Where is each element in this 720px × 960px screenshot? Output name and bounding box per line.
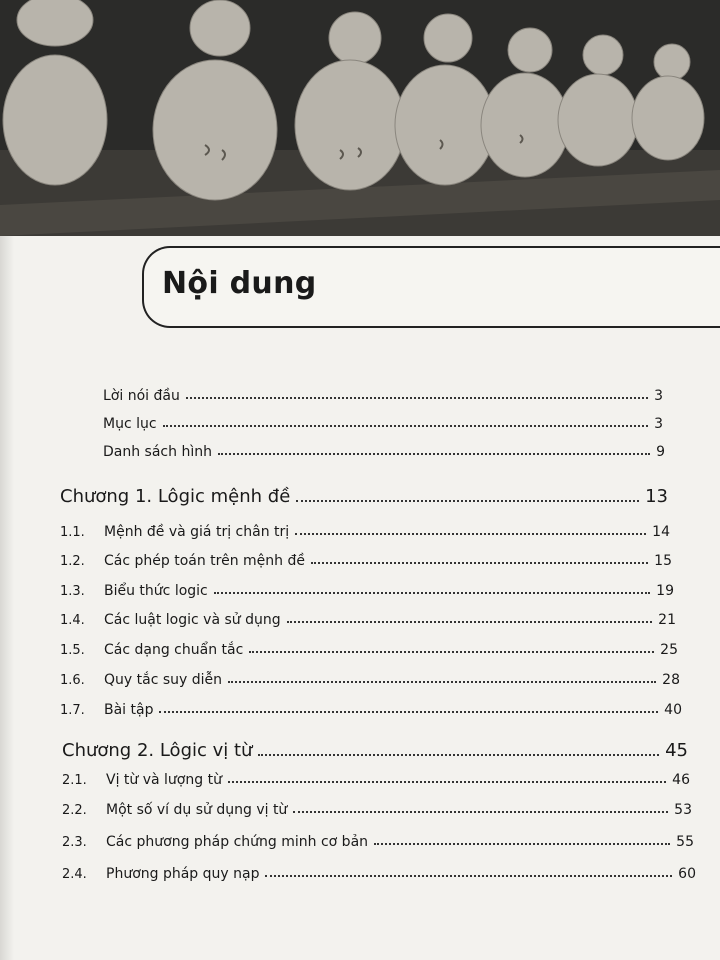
leader-dots [249,651,654,653]
leader-dots [287,621,653,623]
toc-entry-label: Mục lục [103,416,157,432]
section-page: 53 [674,802,692,818]
section-label: Mệnh đề và giá trị chân trị [104,524,290,540]
toc-entry-front-1[interactable] [103,388,663,404]
page-shade [0,236,14,960]
chapter-title: Chương 2. Lôgic vị từ [62,740,253,761]
leader-dots [295,533,646,535]
page-title: Nội dung [162,266,317,301]
section-number: 2.3. [62,835,87,850]
section-label: Các luật logic và sử dụng [104,612,281,628]
leader-dots [214,592,650,594]
section-number: 1.7. [60,703,85,718]
section-number: 2.4. [62,867,87,882]
section-number: 2.2. [62,803,87,818]
section-page: 19 [656,583,674,599]
section-label: Quy tắc suy diễn [104,672,223,688]
toc-section-1-7[interactable] [60,702,682,718]
section-label: Vị từ và lượng từ [106,772,222,788]
toc-entry-page: 9 [656,444,665,460]
toc-section-2-4[interactable] [62,866,696,882]
section-page: 15 [654,553,672,569]
leader-dots [228,681,656,683]
leader-dots [293,811,668,813]
section-page: 40 [664,702,682,718]
header-photo-statues [0,0,720,236]
toc-section-2-3[interactable] [62,834,694,850]
leader-dots [186,397,648,399]
heading-box [142,246,720,328]
section-page: 60 [678,866,696,882]
leader-dots [163,425,649,427]
section-number: 1.5. [60,643,85,658]
section-page: 21 [658,612,676,628]
leader-dots [296,500,639,502]
leader-dots [265,875,672,877]
section-label: Phương pháp quy nạp [106,866,260,882]
toc-entry-label: Danh sách hình [103,444,212,460]
statues-illustration [0,0,720,236]
leader-dots [311,562,648,564]
section-label: Biểu thức logic [104,583,208,599]
toc-section-1-2[interactable] [60,553,672,569]
section-label: Các dạng chuẩn tắc [104,642,244,658]
leader-dots [218,453,650,455]
chapter-page: 13 [645,486,668,507]
section-number: 1.6. [60,673,85,688]
leader-dots [159,711,658,713]
chapter-page: 45 [665,740,688,761]
section-label: Bài tập [104,702,154,718]
toc-section-2-1[interactable] [62,772,690,788]
chapter-title: Chương 1. Lôgic mệnh đề [60,486,291,507]
leader-dots [374,843,670,845]
toc-entry-label: Lời nói đầu [103,388,180,404]
toc-section-1-6[interactable] [60,672,680,688]
section-page: 25 [660,642,678,658]
section-number: 1.1. [60,525,85,540]
section-number: 1.3. [60,584,85,599]
toc-section-1-3[interactable] [60,583,674,599]
toc-section-1-5[interactable] [60,642,678,658]
toc-section-2-2[interactable] [62,802,692,818]
section-number: 1.2. [60,554,85,569]
toc-chapter-1[interactable] [60,486,668,507]
toc-entry-front-2[interactable] [103,416,663,432]
section-page: 46 [672,772,690,788]
toc-section-1-1[interactable] [60,524,670,540]
section-page: 28 [662,672,680,688]
section-label: Các phép toán trên mệnh đề [104,553,305,569]
toc-chapter-2[interactable] [62,740,688,761]
toc-entry-front-3[interactable] [103,444,665,460]
toc-section-1-4[interactable] [60,612,676,628]
section-label: Các phương pháp chứng minh cơ bản [106,834,369,850]
section-number: 1.4. [60,613,85,628]
section-number: 2.1. [62,773,87,788]
toc-entry-page: 3 [654,416,663,432]
toc-entry-page: 3 [654,388,663,404]
leader-dots [258,754,659,756]
section-page: 55 [676,834,694,850]
section-label: Một số ví dụ sử dụng vị từ [106,802,288,818]
leader-dots [228,781,666,783]
section-page: 14 [652,524,670,540]
